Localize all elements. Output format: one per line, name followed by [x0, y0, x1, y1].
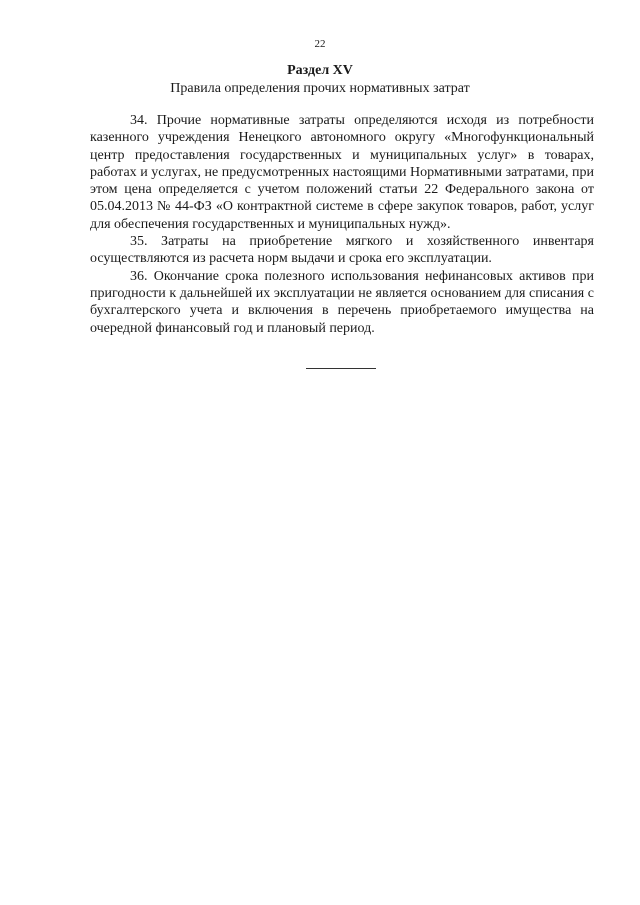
- section-subtitle: Правила определения прочих нормативных затрат: [170, 81, 470, 96]
- page-number: 22: [314, 38, 326, 50]
- section-title: Раздел XV: [287, 63, 353, 78]
- document-body: [90, 112, 594, 337]
- paragraph-36: 36. Окончание срока полезного использования нефинансовых активов при пригодности к дальнейшей их эксплуатации не является основанием для списания с бухгалтерского учета и включения в перечень приобретаемого имущества на очередной финансовый год и плановый период.: [90, 268, 594, 336]
- end-divider: [306, 368, 376, 369]
- paragraph-34: 34. Прочие нормативные затраты определяются исходя из потребности казенного учреждения Ненецкого автономного округу «Многофункциональный центр предоставления государственных и муниципальных услуг» в товарах, работах и услугах, не предусмотренных настоящими Нормативными затратами, при этом цена определяется с учетом положений статьи 22 Федерального закона от 05.04.2013 № 44-ФЗ «О контрактной системе в сфере закупок товаров, работ, услуг для обеспечения государственных и муниципальных нужд».: [90, 113, 594, 232]
- paragraph-35: 35. Затраты на приобретение мягкого и хозяйственного инвентаря осуществляются из расчета норм выдачи и срока его эксплуатации.: [90, 234, 594, 267]
